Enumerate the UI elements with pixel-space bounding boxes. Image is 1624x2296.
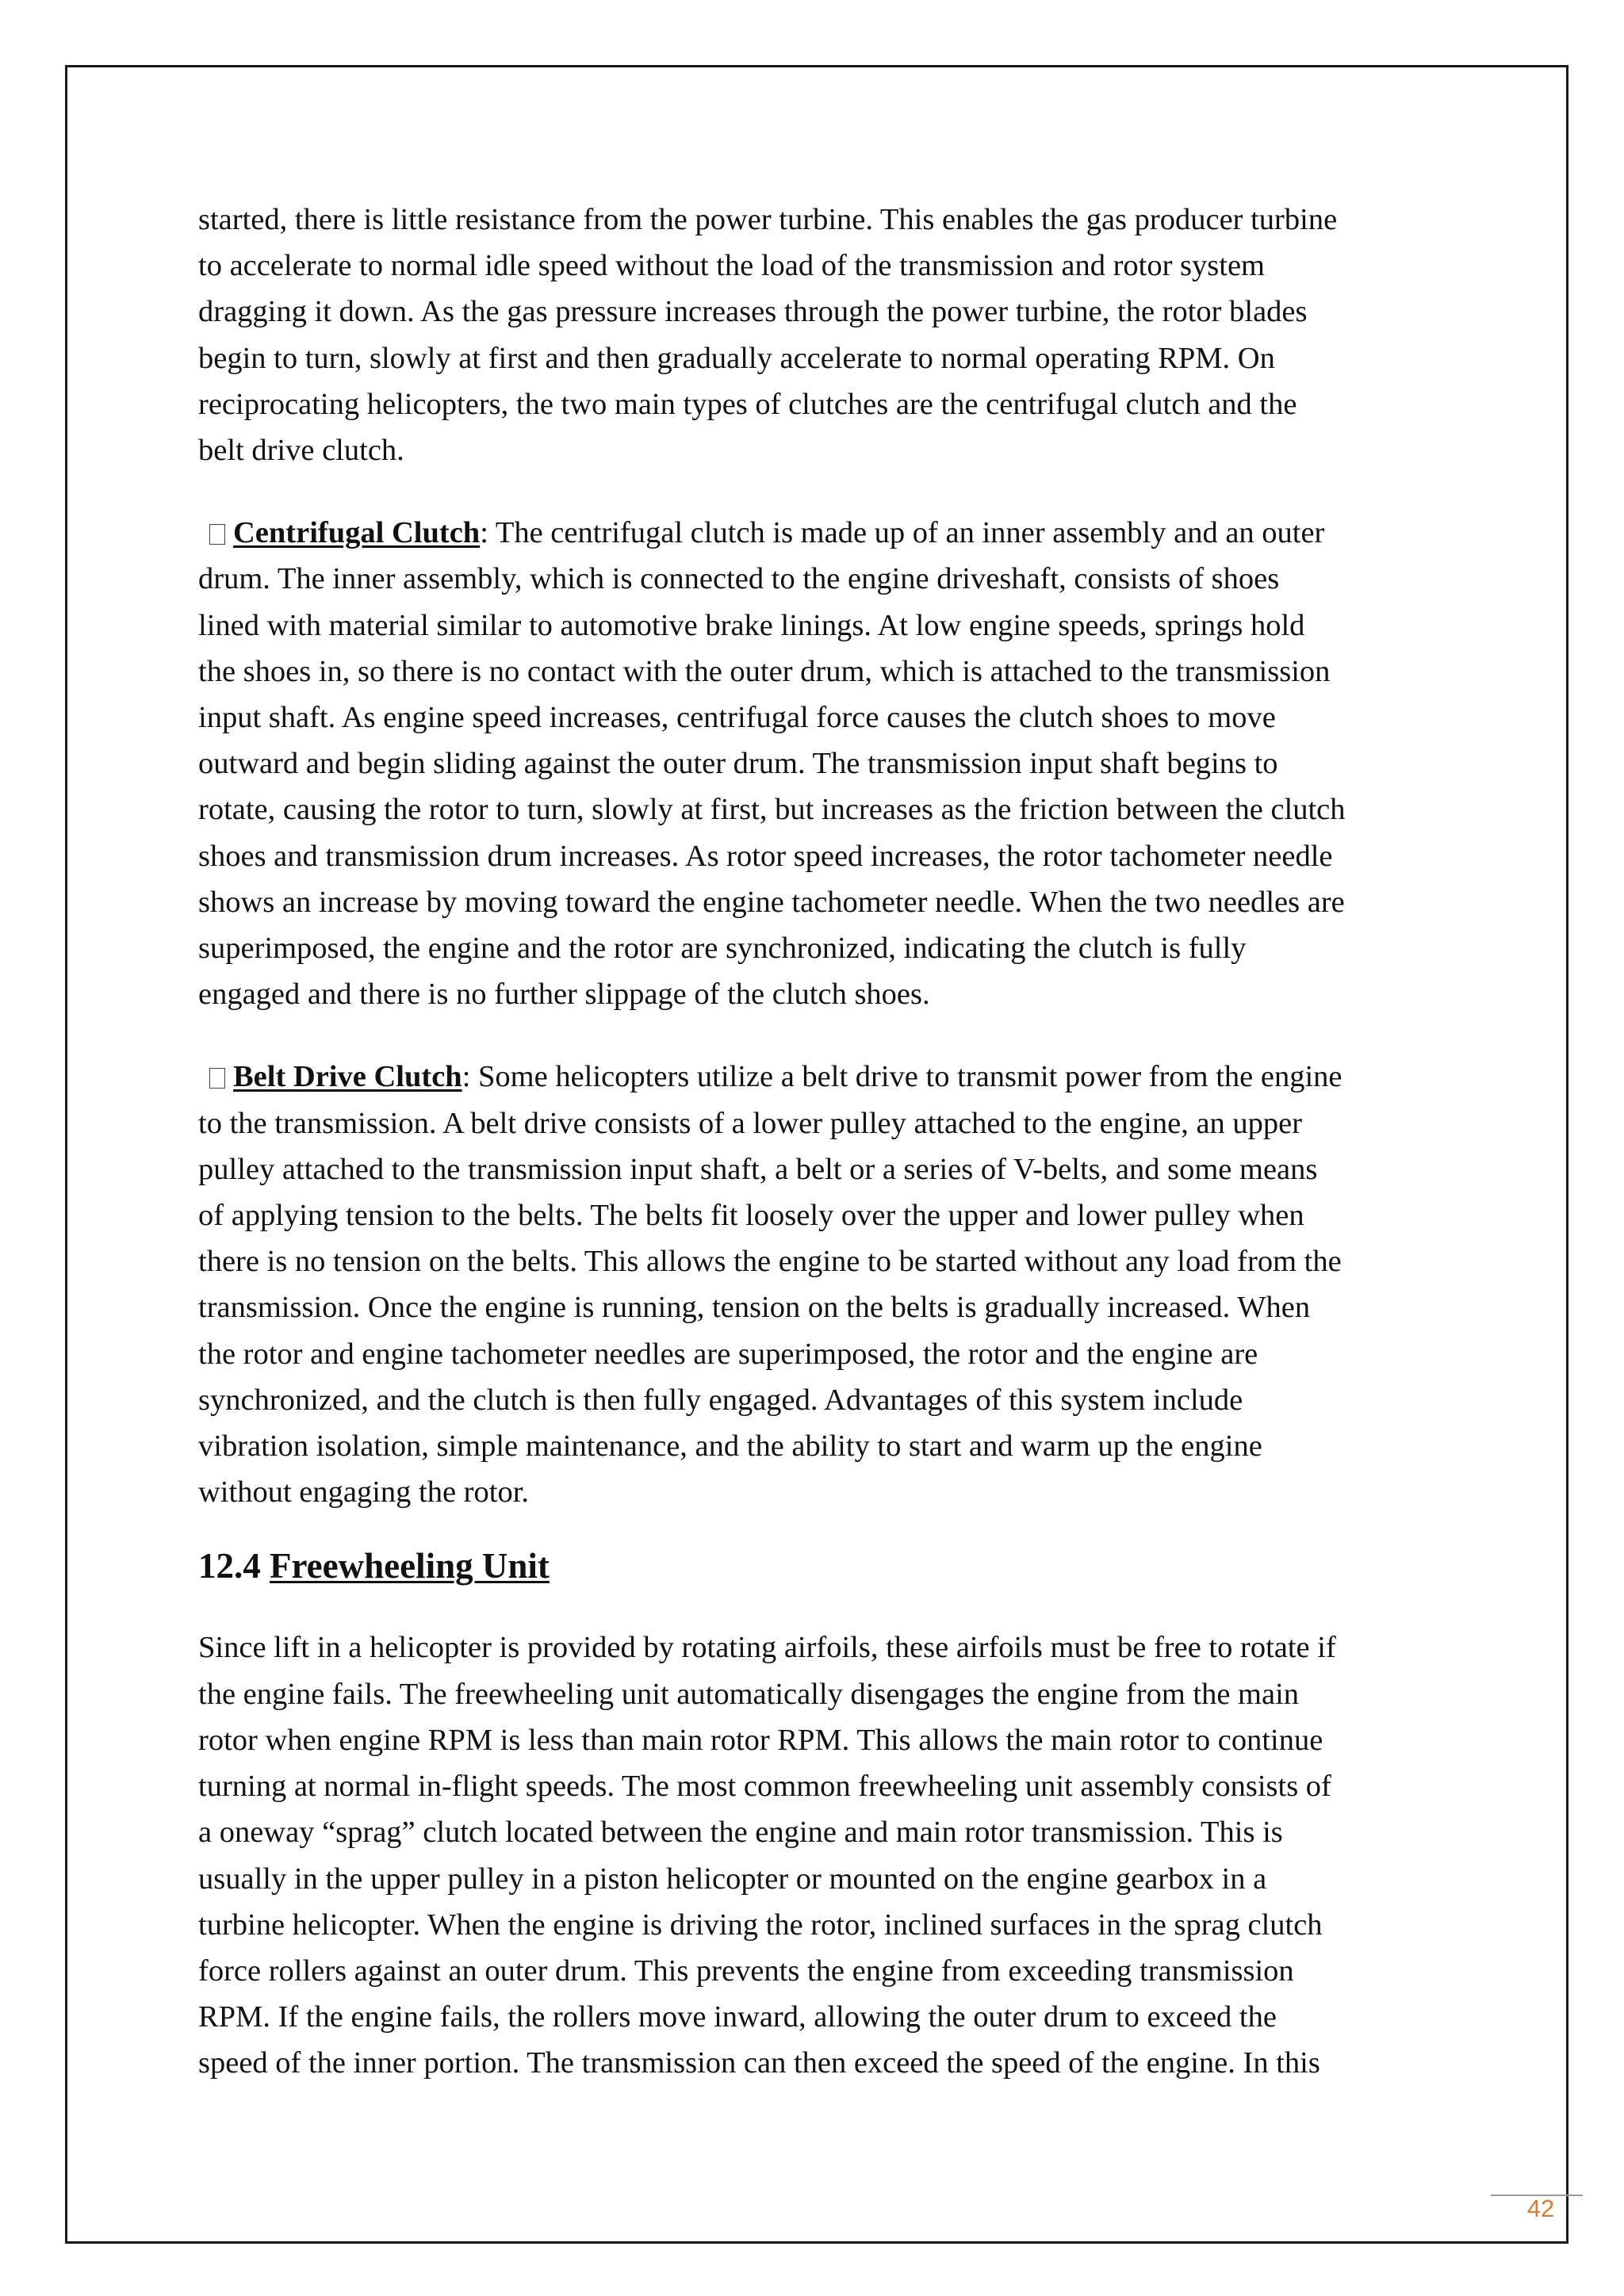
paragraph-freewheeling [198,1624,1443,2086]
text-line: begin to turn, slowly at first and then gradually accelerate to normal operating RPM. On [198,341,1275,375]
text-line [198,510,1443,556]
text-line [198,1054,1443,1100]
text-line: synchronized, and the clutch is then fully engaged. Advantages of this system include [198,1383,1243,1417]
text-line: engaged and there is no further slippage of the clutch shoes. [198,978,930,1012]
term-belt-drive-clutch: Belt Drive Clutch [233,1060,462,1094]
text-line: shows an increase by moving toward the engine tachometer needle. When the two needles are [198,885,1345,919]
text-line: transmission. Once the engine is running, tension on the belts is gradually increased. When [198,1291,1311,1325]
page-content [198,197,1443,2087]
text-line: to accelerate to normal idle speed without the load of the transmission and rotor system [198,249,1265,283]
text-line: there is no tension on the belts. This allows the engine to be started without any load from the [198,1245,1342,1279]
text-line: RPM. If the engine fails, the rollers move inward, allowing the outer drum to exceed the [198,2000,1277,2034]
bullet-box-icon [209,524,225,545]
text-line: to the transmission. A belt drive consists of a lower pulley attached to the engine, an upper [198,1106,1303,1140]
text-line: turning at normal in-flight speeds. The most common freewheeling unit assembly consists of [198,1770,1331,1804]
text-line: turbine helicopter. When the engine is driving the rotor, inclined surfaces in the sprag clutch [198,1908,1323,1942]
text-line: rotor when engine RPM is less than main rotor RPM. This allows the main rotor to continue [198,1723,1323,1757]
text-line: Since lift in a helicopter is provided by rotating airfoils, these airfoils must be free to rotate if [198,1631,1336,1665]
text-line: vibration isolation, simple maintenance, and the ability to start and warm up the engine [198,1429,1262,1464]
section-title: Freewheeling Unit [270,1546,550,1586]
text-line: usually in the upper pulley in a piston helicopter or mounted on the engine gearbox in a [198,1862,1267,1896]
paragraph-belt-drive-clutch [198,1054,1443,1515]
section-heading [198,1542,1443,1590]
bullet-box-icon [209,1068,225,1089]
text-line: the shoes in, so there is no contact with the outer drum, which is attached to the transmission [198,654,1331,688]
text-line: superimposed, the engine and the rotor are synchronized, indicating the clutch is fully [198,932,1247,966]
text-line: pulley attached to the transmission input shaft, a belt or a series of V-belts, and some means [198,1152,1318,1186]
text-line: input shaft. As engine speed increases, centrifugal force causes the clutch shoes to move [198,701,1276,735]
text-line: rotate, causing the rotor to turn, slowly at first, but increases as the friction between the clutch [198,793,1346,827]
text-line: without engaging the rotor. [198,1475,530,1510]
paragraph-intro [198,197,1443,473]
text-fragment: : The centrifugal clutch is made up of an inner assembly and an outer [480,516,1325,550]
page-number: 42 [1526,2195,1555,2222]
term-centrifugal-clutch: Centrifugal Clutch [233,516,481,550]
text-line: of applying tension to the belts. The belts fit loosely over the upper and lower pulley when [198,1199,1304,1233]
text-fragment: : Some helicopters utilize a belt drive to transmit power from the engine [462,1060,1342,1094]
text-line: shoes and transmission drum increases. As rotor speed increases, the rotor tachometer needle [198,839,1333,873]
text-line: dragging it down. As the gas pressure increases through the power turbine, the rotor blades [198,295,1308,329]
section-number: 12.4 [198,1546,261,1586]
text-line: belt drive clutch. [198,434,404,468]
text-line: drum. The inner assembly, which is connected to the engine driveshaft, consists of shoes [198,562,1280,596]
text-line: a oneway “sprag” clutch located between the engine and main rotor transmission. This is [198,1816,1283,1850]
text-line: lined with material similar to automotive brake linings. At low engine speeds, springs hold [198,608,1305,642]
text-line: force rollers against an outer drum. This prevents the engine from exceeding transmission [198,1954,1294,1988]
paragraph-centrifugal-clutch [198,510,1443,1017]
text-line: speed of the inner portion. The transmission can then exceed the speed of the engine. In this [198,2046,1320,2080]
text-line: the rotor and engine tachometer needles are superimposed, the rotor and the engine are [198,1337,1258,1371]
text-line: reciprocating helicopters, the two main types of clutches are the centrifugal clutch and the [198,387,1297,421]
text-line: the engine fails. The freewheeling unit automatically disengages the engine from the main [198,1677,1300,1711]
text-line: started, there is little resistance from the power turbine. This enables the gas producer turbine [198,203,1338,236]
text-line: outward and begin sliding against the outer drum. The transmission input shaft begins to [198,747,1278,781]
